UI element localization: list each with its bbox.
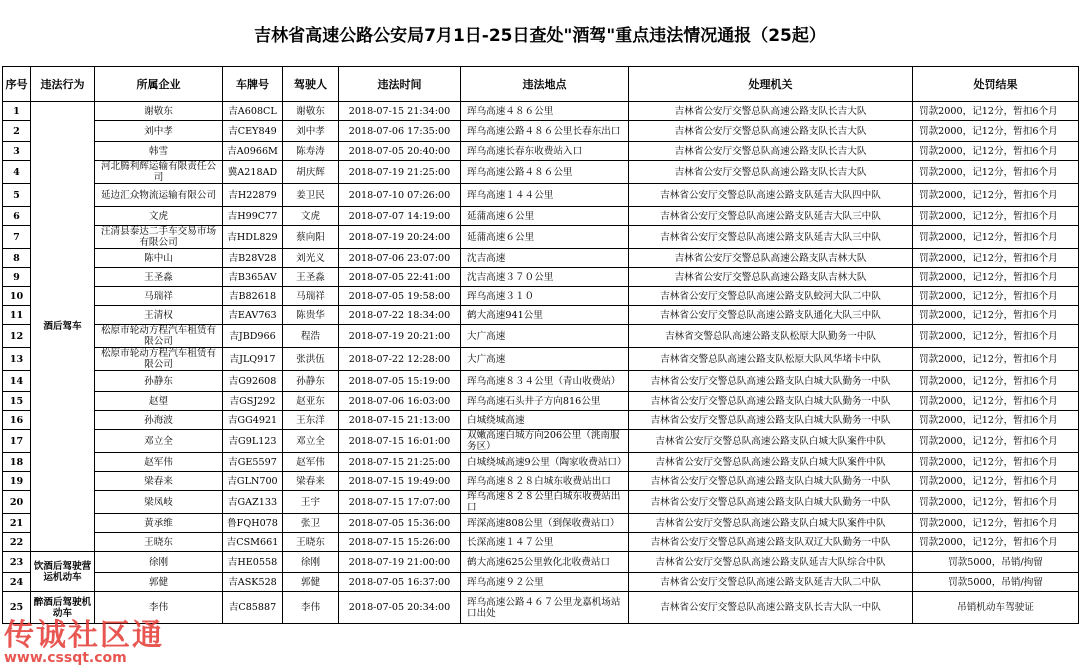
cell-company: 王清权 (95, 306, 223, 325)
watermark-url: www.cssqt.com (4, 650, 127, 666)
table-row (3, 573, 1079, 592)
cell-plate: 吉JLQ917 (223, 348, 283, 371)
cell-driver: 刘光义 (283, 249, 339, 268)
cell-driver: 李伟 (283, 592, 339, 624)
cell-plate: 吉GLN700 (223, 472, 283, 491)
table-row (3, 207, 1079, 226)
cell-plate: 吉A0966M (223, 142, 283, 161)
cell-time: 2018-07-19 20:21:00 (339, 325, 461, 348)
group-drunk-driving: 酒后驾车 (31, 102, 95, 552)
table-row (3, 491, 1079, 514)
cell-index: 10 (3, 287, 31, 306)
cell-authority: 吉林省公安厅交警总队高速公路支队白城大队案件中队 (629, 514, 913, 533)
cell-location: 长深高速１４７公里 (461, 533, 629, 552)
cell-company: 赵望 (95, 392, 223, 411)
cell-time: 2018-07-05 15:19:00 (339, 371, 461, 392)
violations-table (2, 66, 1079, 624)
cell-authority: 吉林省公安厅交警总队高速公路支队白城大队勤务一中队 (629, 371, 913, 392)
cell-authority: 吉林省公安厅交警总队高速公路支队长吉大队一中队 (629, 592, 913, 624)
cell-company: 梁春来 (95, 472, 223, 491)
cell-result: 罚款2000，记12分，暂扣6个月 (913, 371, 1079, 392)
cell-time: 2018-07-19 21:25:00 (339, 161, 461, 184)
cell-company: 松原市轮动方程汽车租赁有限公司 (95, 348, 223, 371)
cell-driver: 赵亚东 (283, 392, 339, 411)
cell-company: 郭健 (95, 573, 223, 592)
cell-plate: 吉GSJ292 (223, 392, 283, 411)
cell-time: 2018-07-15 17:07:00 (339, 491, 461, 514)
cell-location: 沈吉高速 (461, 249, 629, 268)
table-row (3, 430, 1079, 453)
cell-driver: 胡庆辉 (283, 161, 339, 184)
cell-company: 徐刚 (95, 552, 223, 573)
cell-index: 25 (3, 592, 31, 624)
cell-result: 罚款2000，记12分，暂扣6个月 (913, 102, 1079, 121)
cell-time: 2018-07-15 15:26:00 (339, 533, 461, 552)
cell-location: 大广高速 (461, 348, 629, 371)
group-intoxicated-driving: 醉酒后驾驶机动车 (31, 592, 95, 624)
cell-plate: 吉HDL829 (223, 226, 283, 249)
table-row (3, 453, 1079, 472)
cell-location: 珲乌高速９２公里 (461, 573, 629, 592)
cell-driver: 王圣淼 (283, 268, 339, 287)
cell-company: 汪清县泰达二手车交易市场有限公司 (95, 226, 223, 249)
cell-plate: 吉H22879 (223, 184, 283, 207)
table-row (3, 121, 1079, 142)
cell-authority: 吉林省公安厅交警总队高速公路支队延吉大队综合中队 (629, 552, 913, 573)
cell-company: 王晓东 (95, 533, 223, 552)
cell-time: 2018-07-06 17:35:00 (339, 121, 461, 142)
cell-plate: 吉HE0558 (223, 552, 283, 573)
cell-index: 20 (3, 491, 31, 514)
cell-location: 珲深高速808公里（到保收费站口） (461, 514, 629, 533)
cell-index: 5 (3, 184, 31, 207)
cell-index: 11 (3, 306, 31, 325)
cell-index: 1 (3, 102, 31, 121)
cell-plate: 吉ASK528 (223, 573, 283, 592)
header-violation: 违法行为 (31, 67, 95, 102)
cell-result: 罚款2000，记12分，暂扣6个月 (913, 226, 1079, 249)
cell-driver: 王晓东 (283, 533, 339, 552)
cell-time: 2018-07-06 16:03:00 (339, 392, 461, 411)
cell-plate: 吉B82618 (223, 287, 283, 306)
cell-plate: 吉C85887 (223, 592, 283, 624)
table-row (3, 325, 1079, 348)
cell-company: 延边汇众物流运输有限公司 (95, 184, 223, 207)
cell-company: 赵军伟 (95, 453, 223, 472)
cell-result: 罚款2000，记12分，暂扣6个月 (913, 184, 1079, 207)
cell-result: 罚款2000，记12分，暂扣6个月 (913, 533, 1079, 552)
cell-result: 罚款2000，记12分，暂扣6个月 (913, 411, 1079, 430)
cell-driver: 邓立全 (283, 430, 339, 453)
cell-authority: 吉林省公安厅交警总队高速公路支队延吉大队二中队 (629, 573, 913, 592)
cell-time: 2018-07-15 21:13:00 (339, 411, 461, 430)
cell-index: 2 (3, 121, 31, 142)
cell-authority: 吉林省交警总队高速公路支队松原大队风华堵卡中队 (629, 348, 913, 371)
cell-plate: 吉JBD966 (223, 325, 283, 348)
cell-authority: 吉林省公安厅交警总队高速公路支队长吉大队 (629, 142, 913, 161)
cell-location: 珲乌高速石头井子方向816公里 (461, 392, 629, 411)
cell-result: 罚款2000，记12分，暂扣6个月 (913, 142, 1079, 161)
table-row (3, 348, 1079, 371)
cell-result: 罚款2000，记12分，暂扣6个月 (913, 491, 1079, 514)
cell-time: 2018-07-05 15:36:00 (339, 514, 461, 533)
table-header-row (3, 67, 1079, 102)
cell-time: 2018-07-19 20:24:00 (339, 226, 461, 249)
table-row (3, 306, 1079, 325)
cell-authority: 吉林省公安厅交警总队高速公路支队延吉大队四中队 (629, 184, 913, 207)
cell-authority: 吉林省公安厅交警总队高速公路支队吉林大队 (629, 268, 913, 287)
cell-location: 珲乌高速公路４６７公里龙嘉机场站口出处 (461, 592, 629, 624)
cell-result: 罚款2000，记12分，暂扣6个月 (913, 453, 1079, 472)
table-row (3, 102, 1079, 121)
cell-index: 9 (3, 268, 31, 287)
table-row (3, 552, 1079, 573)
cell-result: 罚款2000，记12分，暂扣6个月 (913, 392, 1079, 411)
cell-plate: 鲁FQH078 (223, 514, 283, 533)
cell-company: 马瑞祥 (95, 287, 223, 306)
cell-location: 沈吉高速３７０公里 (461, 268, 629, 287)
cell-company: 松原市轮动方程汽车租赁有限公司 (95, 325, 223, 348)
cell-plate: 吉CEY849 (223, 121, 283, 142)
cell-result: 罚款2000，记12分，暂扣6个月 (913, 430, 1079, 453)
page-title: 吉林省高速公路公安局7月1日-25日查处"酒驾"重点违法情况通报（25起） (254, 25, 826, 46)
cell-index: 16 (3, 411, 31, 430)
cell-company: 刘中孝 (95, 121, 223, 142)
cell-index: 8 (3, 249, 31, 268)
cell-driver: 谢敬东 (283, 102, 339, 121)
cell-location: 白城绕城高速9公里（陶家收费站口） (461, 453, 629, 472)
cell-result: 罚款5000，吊销/拘留 (913, 573, 1079, 592)
cell-company: 孙海波 (95, 411, 223, 430)
cell-location: 延蒲高速６公里 (461, 226, 629, 249)
cell-authority: 吉林省公安厅交警总队高速公路支队白城大队勤务一中队 (629, 411, 913, 430)
table-row (3, 142, 1079, 161)
cell-driver: 刘中孝 (283, 121, 339, 142)
cell-index: 22 (3, 533, 31, 552)
cell-company: 梁凤岐 (95, 491, 223, 514)
cell-driver: 程浩 (283, 325, 339, 348)
header-location: 违法地点 (461, 67, 629, 102)
cell-plate: 吉CSM661 (223, 533, 283, 552)
cell-result: 罚款2000，记12分，暂扣6个月 (913, 306, 1079, 325)
cell-plate: 吉GG4921 (223, 411, 283, 430)
cell-driver: 王宇 (283, 491, 339, 514)
cell-company: 孙静东 (95, 371, 223, 392)
cell-index: 23 (3, 552, 31, 573)
cell-location: 珲乌高速长春东收费站入口 (461, 142, 629, 161)
cell-driver: 徐刚 (283, 552, 339, 573)
cell-authority: 吉林省公安厅交警总队高速公路支队白城大队勤务一中队 (629, 392, 913, 411)
cell-result: 罚款2000，记12分，暂扣6个月 (913, 268, 1079, 287)
cell-plate: 冀A218AD (223, 161, 283, 184)
cell-time: 2018-07-07 14:19:00 (339, 207, 461, 226)
cell-driver: 郭健 (283, 573, 339, 592)
cell-location: 珲乌高速８３４公里（青山收费站） (461, 371, 629, 392)
cell-time: 2018-07-15 16:01:00 (339, 430, 461, 453)
cell-driver: 赵军伟 (283, 453, 339, 472)
table-row (3, 411, 1079, 430)
cell-driver: 陈贵华 (283, 306, 339, 325)
header-driver: 驾驶人 (283, 67, 339, 102)
cell-location: 鹤大高速625公里敦化北收费站口 (461, 552, 629, 573)
cell-plate: 吉A608CL (223, 102, 283, 121)
cell-index: 18 (3, 453, 31, 472)
cell-location: 双嫩高速白城方向206公里（洮南服务区） (461, 430, 629, 453)
cell-index: 15 (3, 392, 31, 411)
cell-authority: 吉林省公安厅交警总队高速公路支队白城大队案件中队 (629, 430, 913, 453)
cell-company: 文虎 (95, 207, 223, 226)
cell-location: 珲乌高速１４４公里 (461, 184, 629, 207)
cell-driver: 王东洋 (283, 411, 339, 430)
cell-authority: 吉林省公安厅交警总队高速公路支队吉林大队 (629, 249, 913, 268)
cell-company: 谢敬东 (95, 102, 223, 121)
table-row (3, 371, 1079, 392)
cell-index: 24 (3, 573, 31, 592)
cell-driver: 蔡向阳 (283, 226, 339, 249)
cell-authority: 吉林省公安厅交警总队高速公路支队延吉大队三中队 (629, 207, 913, 226)
cell-location: 珲乌高速公路４８６公里 (461, 161, 629, 184)
cell-location: 珲乌高速公路４８６公里长春东出口 (461, 121, 629, 142)
cell-company: 王圣淼 (95, 268, 223, 287)
header-plate: 车牌号 (223, 67, 283, 102)
table-row (3, 287, 1079, 306)
cell-plate: 吉GAZ133 (223, 491, 283, 514)
header-authority: 处理机关 (629, 67, 913, 102)
cell-plate: 吉GE5597 (223, 453, 283, 472)
cell-time: 2018-07-22 12:28:00 (339, 348, 461, 371)
cell-authority: 吉林省公安厅交警总队高速公路支队白城大队勤务一中队 (629, 491, 913, 514)
cell-time: 2018-07-15 21:34:00 (339, 102, 461, 121)
cell-driver: 马瑞祥 (283, 287, 339, 306)
header-index: 序号 (3, 67, 31, 102)
cell-driver: 陈寿涛 (283, 142, 339, 161)
cell-plate: 吉G9L123 (223, 430, 283, 453)
cell-result: 罚款2000，记12分，暂扣6个月 (913, 348, 1079, 371)
table-row (3, 392, 1079, 411)
cell-authority: 吉林省公安厅交警总队高速公路支队延吉大队三中队 (629, 226, 913, 249)
cell-result: 罚款2000，记12分，暂扣6个月 (913, 472, 1079, 491)
cell-location: 珲乌高速８２８公里白城东收费站出口 (461, 491, 629, 514)
cell-time: 2018-07-22 18:34:00 (339, 306, 461, 325)
cell-company: 李伟 (95, 592, 223, 624)
cell-plate: 吉B365AV (223, 268, 283, 287)
cell-authority: 吉林省公安厅交警总队高速公路支队白城大队案件中队 (629, 453, 913, 472)
cell-time: 2018-07-06 23:07:00 (339, 249, 461, 268)
watermark-brand: 传诚社区通 (4, 618, 164, 653)
table-row (3, 249, 1079, 268)
cell-driver: 文虎 (283, 207, 339, 226)
cell-index: 12 (3, 325, 31, 348)
cell-company: 韩雪 (95, 142, 223, 161)
cell-company: 陈中山 (95, 249, 223, 268)
cell-plate: 吉B28V28 (223, 249, 283, 268)
cell-time: 2018-07-10 07:26:00 (339, 184, 461, 207)
cell-company: 邓立全 (95, 430, 223, 453)
table-row (3, 472, 1079, 491)
cell-result: 罚款2000，记12分，暂扣6个月 (913, 161, 1079, 184)
table-row (3, 184, 1079, 207)
cell-index: 6 (3, 207, 31, 226)
cell-index: 7 (3, 226, 31, 249)
cell-driver: 张洪伍 (283, 348, 339, 371)
table-row (3, 226, 1079, 249)
cell-plate: 吉H99C77 (223, 207, 283, 226)
cell-time: 2018-07-05 19:58:00 (339, 287, 461, 306)
cell-index: 21 (3, 514, 31, 533)
cell-index: 14 (3, 371, 31, 392)
cell-authority: 吉林省公安厅交警总队高速公路支队蛟河大队二中队 (629, 287, 913, 306)
header-time: 违法时间 (339, 67, 461, 102)
cell-company: 黄承维 (95, 514, 223, 533)
cell-result: 罚款5000，吊销/拘留 (913, 552, 1079, 573)
cell-result: 罚款2000，记12分，暂扣6个月 (913, 287, 1079, 306)
table-row (3, 161, 1079, 184)
cell-authority: 吉林省公安厅交警总队高速公路支队双辽大队勤务一中队 (629, 533, 913, 552)
cell-authority: 吉林省公安厅交警总队高速公路支队长吉大队 (629, 161, 913, 184)
cell-location: 鹤大高速941公里 (461, 306, 629, 325)
cell-location: 珲乌高速８２８白城东收费站出口 (461, 472, 629, 491)
cell-result: 吊销机动车驾驶证 (913, 592, 1079, 624)
group-operating-vehicle: 饮酒后驾驶营运机动车 (31, 552, 95, 592)
cell-result: 罚款2000，记12分，暂扣6个月 (913, 207, 1079, 226)
table-body (3, 102, 1079, 624)
cell-authority: 吉林省公安厅交警总队高速公路支队通化大队三中队 (629, 306, 913, 325)
cell-index: 4 (3, 161, 31, 184)
cell-company: 河北腾利辉运输有限责任公司 (95, 161, 223, 184)
cell-authority: 吉林省公安厅交警总队高速公路支队白城大队勤务一中队 (629, 472, 913, 491)
cell-driver: 张卫 (283, 514, 339, 533)
cell-time: 2018-07-15 21:25:00 (339, 453, 461, 472)
cell-time: 2018-07-05 16:37:00 (339, 573, 461, 592)
cell-index: 13 (3, 348, 31, 371)
cell-authority: 吉林省公安厅交警总队高速公路支队长吉大队 (629, 121, 913, 142)
header-company: 所属企业 (95, 67, 223, 102)
cell-result: 罚款2000，记12分，暂扣6个月 (913, 121, 1079, 142)
cell-location: 珲乌高速４８６公里 (461, 102, 629, 121)
cell-driver: 孙静东 (283, 371, 339, 392)
cell-location: 珲乌高速３１０ (461, 287, 629, 306)
cell-plate: 吉EAV763 (223, 306, 283, 325)
cell-index: 17 (3, 430, 31, 453)
cell-location: 大广高速 (461, 325, 629, 348)
cell-result: 罚款2000，记12分，暂扣6个月 (913, 249, 1079, 268)
cell-time: 2018-07-05 22:41:00 (339, 268, 461, 287)
cell-result: 罚款2000，记12分，暂扣6个月 (913, 325, 1079, 348)
cell-time: 2018-07-05 20:34:00 (339, 592, 461, 624)
cell-time: 2018-07-05 20:40:00 (339, 142, 461, 161)
table-row (3, 514, 1079, 533)
cell-plate: 吉G92608 (223, 371, 283, 392)
cell-authority: 吉林省公安厅交警总队高速公路支队长吉大队 (629, 102, 913, 121)
table-row (3, 592, 1079, 624)
header-result: 处罚结果 (913, 67, 1079, 102)
cell-index: 3 (3, 142, 31, 161)
cell-location: 延蒲高速６公里 (461, 207, 629, 226)
cell-result: 罚款2000，记12分，暂扣6个月 (913, 514, 1079, 533)
cell-authority: 吉林省交警总队高速公路支队松原大队勤务一中队 (629, 325, 913, 348)
cell-location: 白城绕城高速 (461, 411, 629, 430)
cell-driver: 梁春来 (283, 472, 339, 491)
cell-time: 2018-07-19 21:00:00 (339, 552, 461, 573)
cell-driver: 姜卫民 (283, 184, 339, 207)
cell-time: 2018-07-15 19:49:00 (339, 472, 461, 491)
table-row (3, 268, 1079, 287)
table-row (3, 533, 1079, 552)
cell-index: 19 (3, 472, 31, 491)
